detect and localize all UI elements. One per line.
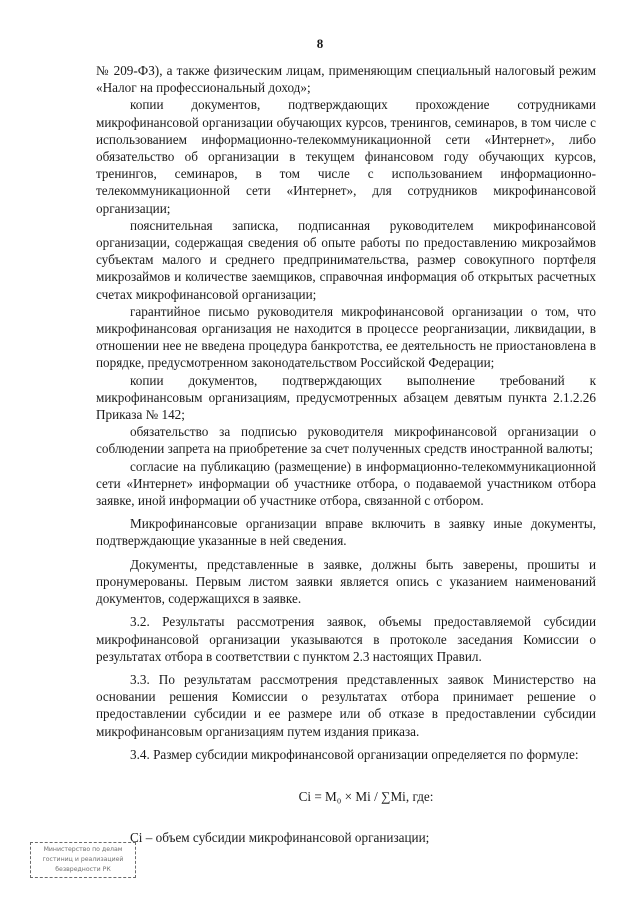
paragraph-guarantee-letter: гарантийное письмо руководителя микрофинансовой организации о том, что микрофинансовая организация не находится в процессе реорганизации, ликвидации, в отношении нее не введена процедура банкротства, ее деятельность не приостановлена в порядке, предусмотренном законодательством Российской Федерации; xyxy=(96,303,596,371)
paragraph-explanatory-note: пояснительная записка, подписанная руководителем микрофинансовой организации, содержащая сведения об опыте работы по предоставлению микрозаймов субъектам малого и среднего предпринимательства, размер совокупного портфеля микрозаймов и количестве заемщиков, справочная информация об открытых расчетных счетах микрофинансовой организации; xyxy=(96,217,596,302)
paragraph-tax-regime: № 209-ФЗ), а также физическим лицам, применяющим специальный налоговый режим «Налог на профессиональный доход»; xyxy=(96,63,596,96)
paragraph-section-3-4: 3.4. Размер субсидии микрофинансовой организации определяется по формуле: xyxy=(130,746,579,762)
stamp-line-3: безвредности РК xyxy=(55,866,111,873)
paragraph-publication-consent: согласие на публикацию (размещение) в информационно-телекоммуникационной сети «Интернет» информации об участнике отбора, о подаваемой участником отбора заявке, иной информации об участнике отбора, связанной с отбором. xyxy=(96,458,596,509)
document-stamp xyxy=(30,842,136,878)
stamp-line-1: Министерство по делам xyxy=(43,846,123,853)
paragraph-document-certification: Документы, представленные в заявке, должны быть заверены, прошиты и пронумерованы. Первым листом заявки является опись с указанием наименований документов, содержащихся в заявке. xyxy=(96,556,596,607)
paragraph-training-documents: копии документов, подтверждающих прохождение сотрудниками микрофинансовой организации обучающих курсов, тренингов, семинаров, в том числе с использованием информационно-телекоммуникационной сети «Интернет», либо обязательство об организации в текущем финансовом году обучающих курсов, тренингов, семинаров, в том числе с использованием информационно-телекоммуникационной сети «Интернет», для сотрудников микрофинансовой организации; xyxy=(96,97,596,216)
paragraph-requirements-copies: копии документов, подтверждающих выполнение требований к микрофинансовым организациям, предусмотренных абзацем девятым пункта 2.1.2.26 Приказа № 142; xyxy=(96,372,596,423)
document-body xyxy=(96,62,596,846)
paragraph-section-3-2: 3.2. Результаты рассмотрения заявок, объемы предоставляемой субсидии микрофинансовой организации указываются в протоколе заседания Комиссии о результатах отбора в соответствии с пунктом 2.3 настоящих Правил. xyxy=(96,614,596,664)
paragraph-currency-obligation: обязательство за подписью руководителя микрофинансовой организации о соблюдении запрета на приобретение за счет полученных средств иностранной валюты; xyxy=(96,424,596,457)
paragraph-section-3-3: 3.3. По результатам рассмотрения представленных заявок Министерство на основании решения Комиссии о результатах отбора принимает решение о предоставлении субсидии и ее размере или об отказе в предоставлении субсидии микрофинансовым организациям путем издания приказа. xyxy=(96,671,596,739)
paragraph-other-documents: Микрофинансовые организации вправе включить в заявку иные документы, подтверждающие указанные в ней сведения. xyxy=(96,516,596,549)
stamp-line-2: гостиниц и реализацией xyxy=(42,856,124,863)
formula-definition: Ci – объем субсидии микрофинансовой организации; xyxy=(130,830,430,846)
subsidy-formula: Ci = M₀ × Mi / ∑Mi, где: xyxy=(298,788,434,804)
page-number: 8 xyxy=(316,36,324,51)
